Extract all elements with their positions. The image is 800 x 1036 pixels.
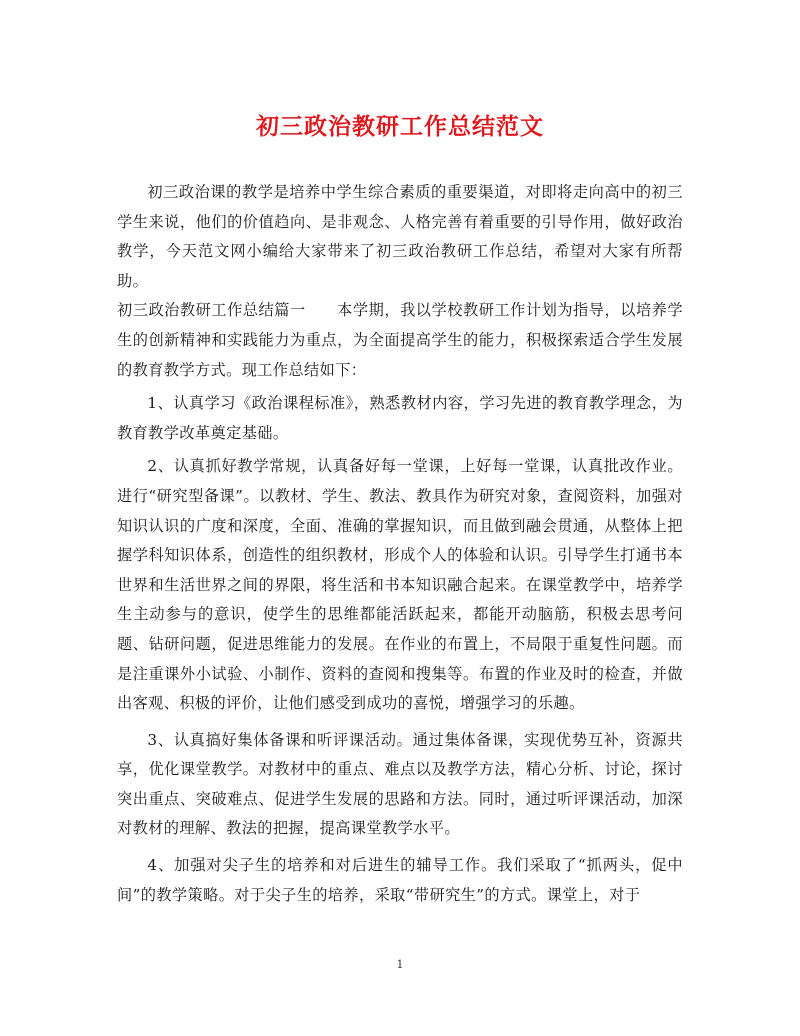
section-heading-paragraph: 初三政治教研工作总结篇一 本学期，我以学校教研工作计划为指导，以培养学生的创新精神和实践能力为重点，为全面提高学生的能力，积极探索适合学生发展的教育教学方式。现工作总结如下： bbox=[117, 301, 683, 379]
item-1-paragraph: 1、认真学习《政治课程标准》，熟悉教材内容，学习先进的教育教学理念，为教育教学改革奠定基础。 bbox=[117, 394, 683, 442]
document-body bbox=[117, 178, 683, 910]
intro-paragraph: 初三政治课的教学是培养中学生综合素质的重要渠道，对即将走向高中的初三学生来说，他们的价值趋向、是非观念、人格完善有着重要的引导作用，做好政治教学，今天范文网小编给大家带来了初三政治教研工作总结，希望对大家有所帮助。 bbox=[117, 183, 683, 290]
item-2-paragraph: 2、认真抓好教学常规，认真备好每一堂课，上好每一堂课，认真批改作业。进行“研究型备课”。以教材、学生、教法、教具作为研究对象，查阅资料，加强对知识认识的广度和深度，全面、准确的掌握知识，而且做到融会贯通，从整体上把握学科知识体系，创造性的组织教材，形成个人的体验和认识。引导学生打通书本世界和生活世界之间的界限，将生活和书本知识融合起来。在课堂教学中，培养学生主动参与的意识，使学生的思维都能活跃起来，都能开动脑筋，积极去思考问题、钻研问题，促进思维能力的发展。在作业的布置上，不局限于重复性问题。而是注重课外小试验、小制作、资料的查阅和搜集等。布置的作业及时的检查，并做出客观、积极的评价，让他们感受到成功的喜悦，增强学习的乐趣。 bbox=[117, 457, 683, 713]
item-3-paragraph: 3、认真搞好集体备课和听评课活动。通过集体备课，实现优势互补，资源共享，优化课堂教学。对教材中的重点、难点以及教学方法，精心分析、讨论，探讨突出重点、突破难点、促进学生发展的思路和方法。同时，通过听评课活动，加深对教材的理解、教法的把握，提高课堂教学水平。 bbox=[117, 730, 683, 838]
page-number: 1 bbox=[396, 958, 404, 971]
document-title: 初三政治教研工作总结范文 bbox=[256, 113, 544, 140]
item-4-paragraph: 4、加强对尖子生的培养和对后进生的辅导工作。我们采取了“抓两头，促中间”的教学策略。对于尖子生的培养，采取“带研究生”的方式。课堂上，对于 bbox=[117, 856, 683, 904]
